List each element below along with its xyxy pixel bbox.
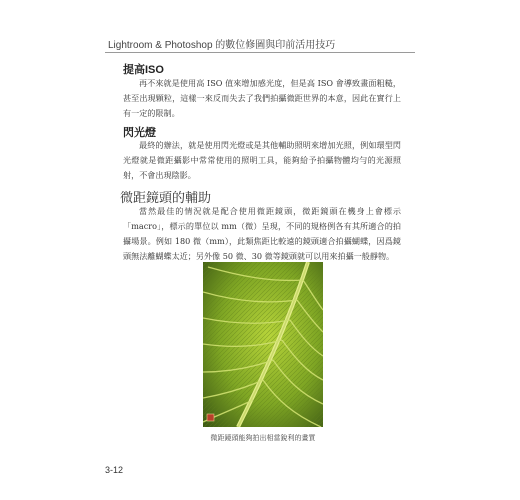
section-heading-iso: 提高ISO [123,64,164,76]
section-heading-flash: 閃光燈 [123,127,156,139]
leaf-photo [203,262,323,427]
section-heading-macro-lens: 微距鏡頭的輔助 [120,190,212,205]
paragraph-macro-lens: 當然最佳的情況就是配合使用微距鏡頭，微距鏡頭在機身上會標示「macro」，標示的單位以 mm（微）呈現，不同的規格例各有其所適合的拍攝場景。例如 180 微（mm），此類焦距比較遠的鏡頭適合拍攝蝴蝶，因爲鏡頭無法離蝴蝶太近；另外像 50 微、30 微等鏡頭就可以用來拍攝一般靜物。 [123,206,401,261]
figure-caption: 微距鏡頭能夠拍出相當銳利的畫質 [210,435,316,442]
paragraph-flash: 最終的辦法，就是使用閃光燈或是其他輔助照明來增加光照，例如環型閃光燈就是微距攝影中常常使用的照明工具，能夠給予拍攝物體均勻的光源照射，不會出現陰影。 [123,140,401,180]
page-number: 3-12 [105,465,124,475]
header-divider [105,52,415,53]
running-header: Lightroom & Photoshop 的數位修圖與印前活用技巧 [108,40,336,51]
paragraph-iso: 再不來就是使用高 ISO 值來增加感光度，但是高 ISO 會導致畫面粗糙，甚至出現顆粒，這樣一來反而失去了我們拍攝微距世界的本意，因此在實行上有一定的限制。 [123,78,401,118]
leaf-macro-image [203,262,323,427]
